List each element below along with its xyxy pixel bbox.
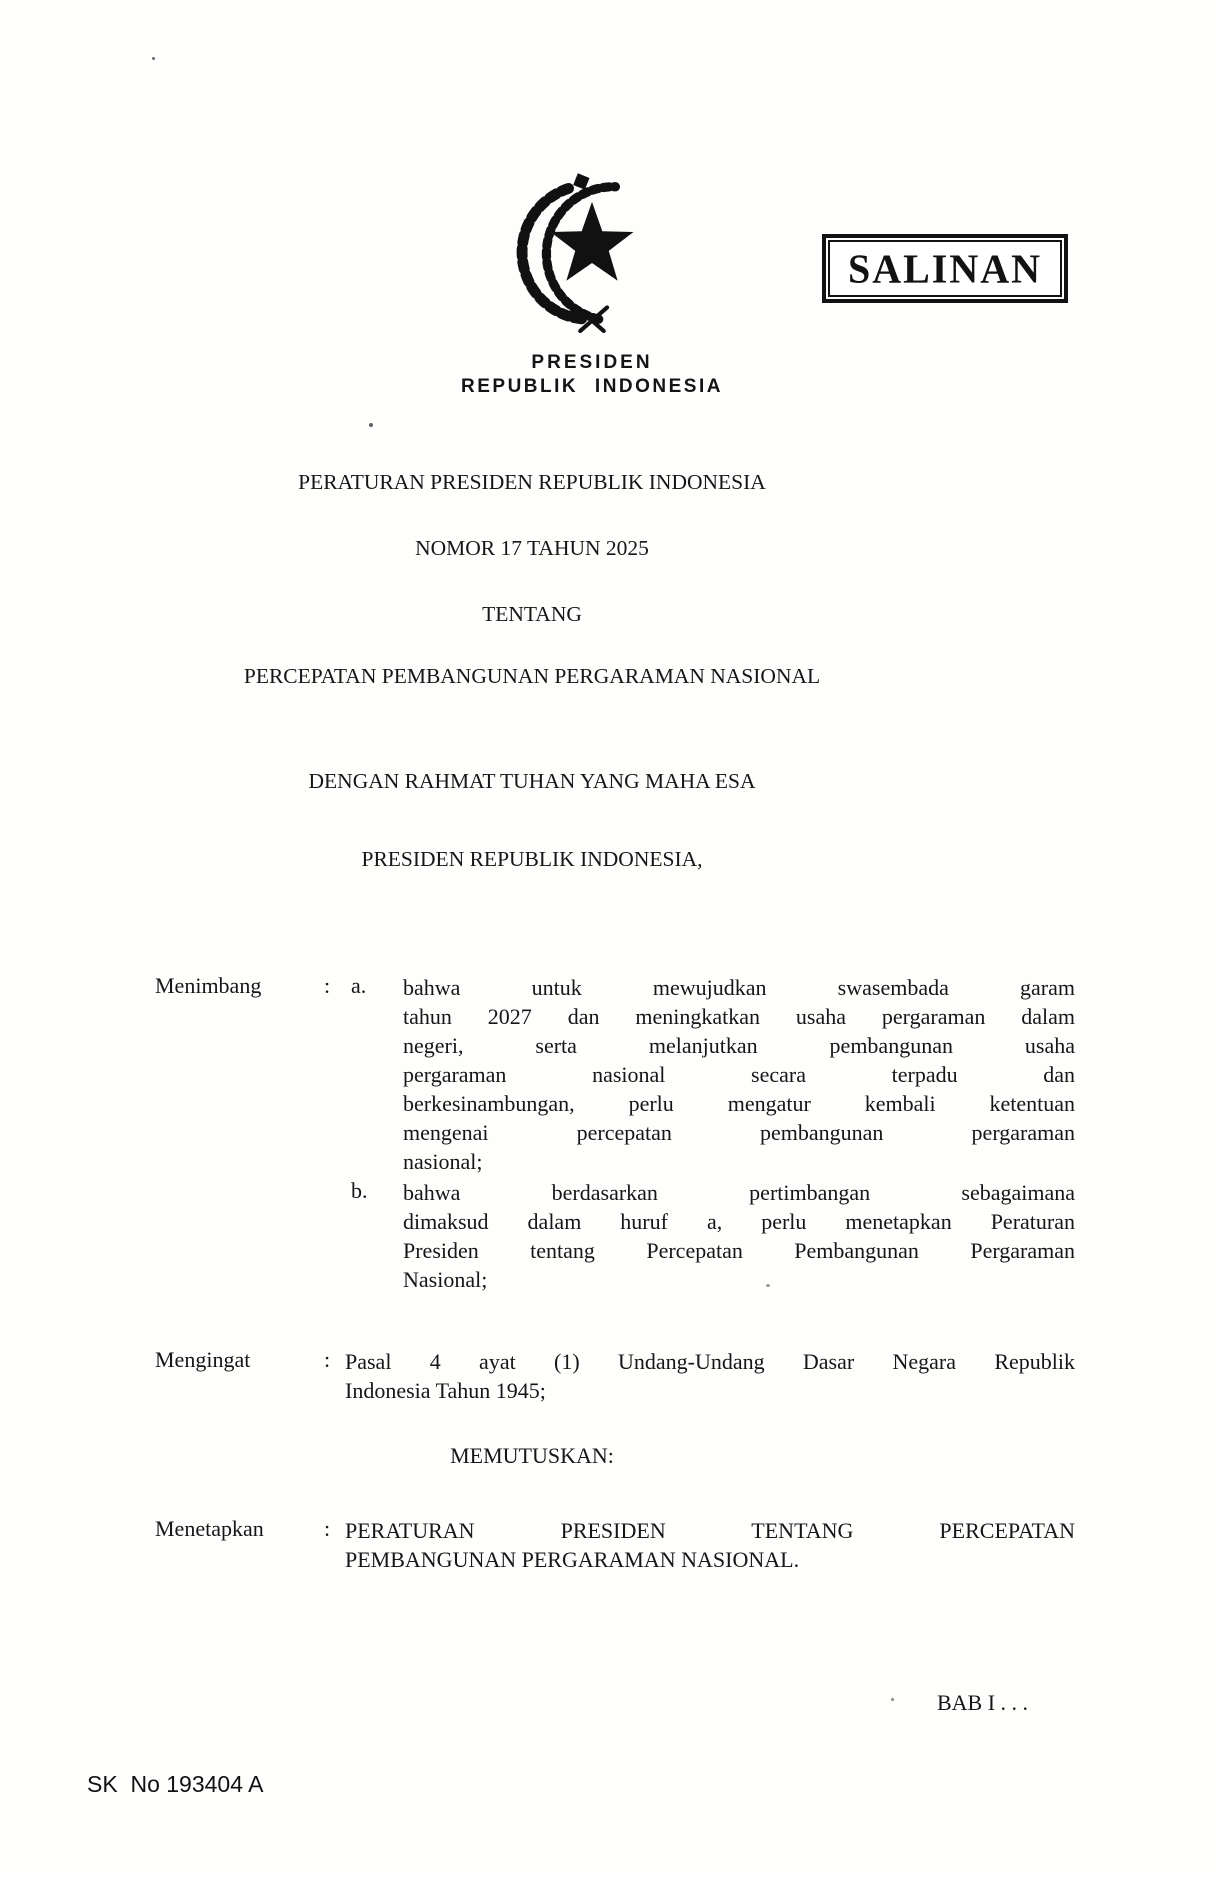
salinan-stamp-inner-border [828, 240, 1062, 297]
text-line: Presiden tentang Percepatan Pembangunan Pergaraman [403, 1238, 1075, 1263]
menimbang-label: Menimbang [155, 973, 262, 998]
mengingat-colon: : [324, 1347, 331, 1372]
letterhead-republik-indonesia: REPUBLIK INDONESIA [461, 376, 723, 397]
menetapkan-colon: : [324, 1516, 331, 1541]
text-line: nasional; [403, 1149, 483, 1174]
invocation-line: DENGAN RAHMAT TUHAN YANG MAHA ESA [308, 769, 756, 793]
letterhead-presiden: PRESIDEN [531, 352, 653, 373]
menimbang-item-a-text [403, 973, 1075, 1176]
presidential-star-wreath-emblem-icon [508, 165, 676, 341]
text-line: bahwa untuk mewujudkan swasembada garam [403, 975, 1075, 1000]
menimbang-item-b-text [403, 1178, 1075, 1294]
memutuskan-heading: MEMUTUSKAN: [450, 1443, 614, 1468]
regulation-number-line: NOMOR 17 TAHUN 2025 [415, 536, 649, 560]
mengingat-text [345, 1347, 1075, 1405]
text-line: Indonesia Tahun 1945; [345, 1378, 546, 1403]
scan-artifact-dot [891, 1698, 894, 1701]
bab-i-continuation-marker: BAB I . . . [937, 1690, 1029, 1715]
text-line: Pasal 4 ayat (1) Undang-Undang Dasar Negara Republik [345, 1349, 1075, 1374]
text-line: bahwa berdasarkan pertimbangan sebagaimana [403, 1180, 1075, 1205]
text-line: negeri, serta melanjutkan pembangunan usaha [403, 1033, 1075, 1058]
text-line: PERATURAN PRESIDEN TENTANG PERCEPATAN [345, 1518, 1075, 1543]
authority-line: PRESIDEN REPUBLIK INDONESIA, [361, 847, 703, 871]
text-line: dimaksud dalam huruf a, perlu menetapkan Peraturan [403, 1209, 1075, 1234]
scan-artifact-dot [152, 57, 155, 60]
text-line: mengenai percepatan pembangunan pergaraman [403, 1120, 1075, 1145]
menimbang-colon: : [324, 973, 331, 998]
text-line: PEMBANGUNAN PERGARAMAN NASIONAL. [345, 1547, 800, 1572]
tentang-line: TENTANG [482, 602, 582, 626]
menimbang-item-a-letter: a. [351, 973, 367, 998]
regulation-subject-line: PERCEPATAN PEMBANGUNAN PERGARAMAN NASIONAL [243, 664, 821, 688]
text-line: tahun 2027 dan meningkatkan usaha pergaraman dalam [403, 1004, 1075, 1029]
menetapkan-label: Menetapkan [155, 1516, 264, 1541]
text-line: pergaraman nasional secara terpadu dan [403, 1062, 1075, 1087]
salinan-stamp [822, 234, 1068, 303]
text-line: berkesinambungan, perlu mengatur kembali ketentuan [403, 1091, 1075, 1116]
menetapkan-text [345, 1516, 1075, 1574]
mengingat-label: Mengingat [155, 1347, 251, 1372]
regulation-title-line: PERATURAN PRESIDEN REPUBLIK INDONESIA [298, 470, 766, 494]
menimbang-item-b-letter: b. [351, 1178, 368, 1203]
scan-artifact-dot [369, 423, 373, 427]
text-line: Nasional; [403, 1267, 488, 1292]
salinan-stamp-label: SALINAN [847, 245, 1043, 291]
sk-number-footer: SK No 193404 A [87, 1771, 264, 1797]
